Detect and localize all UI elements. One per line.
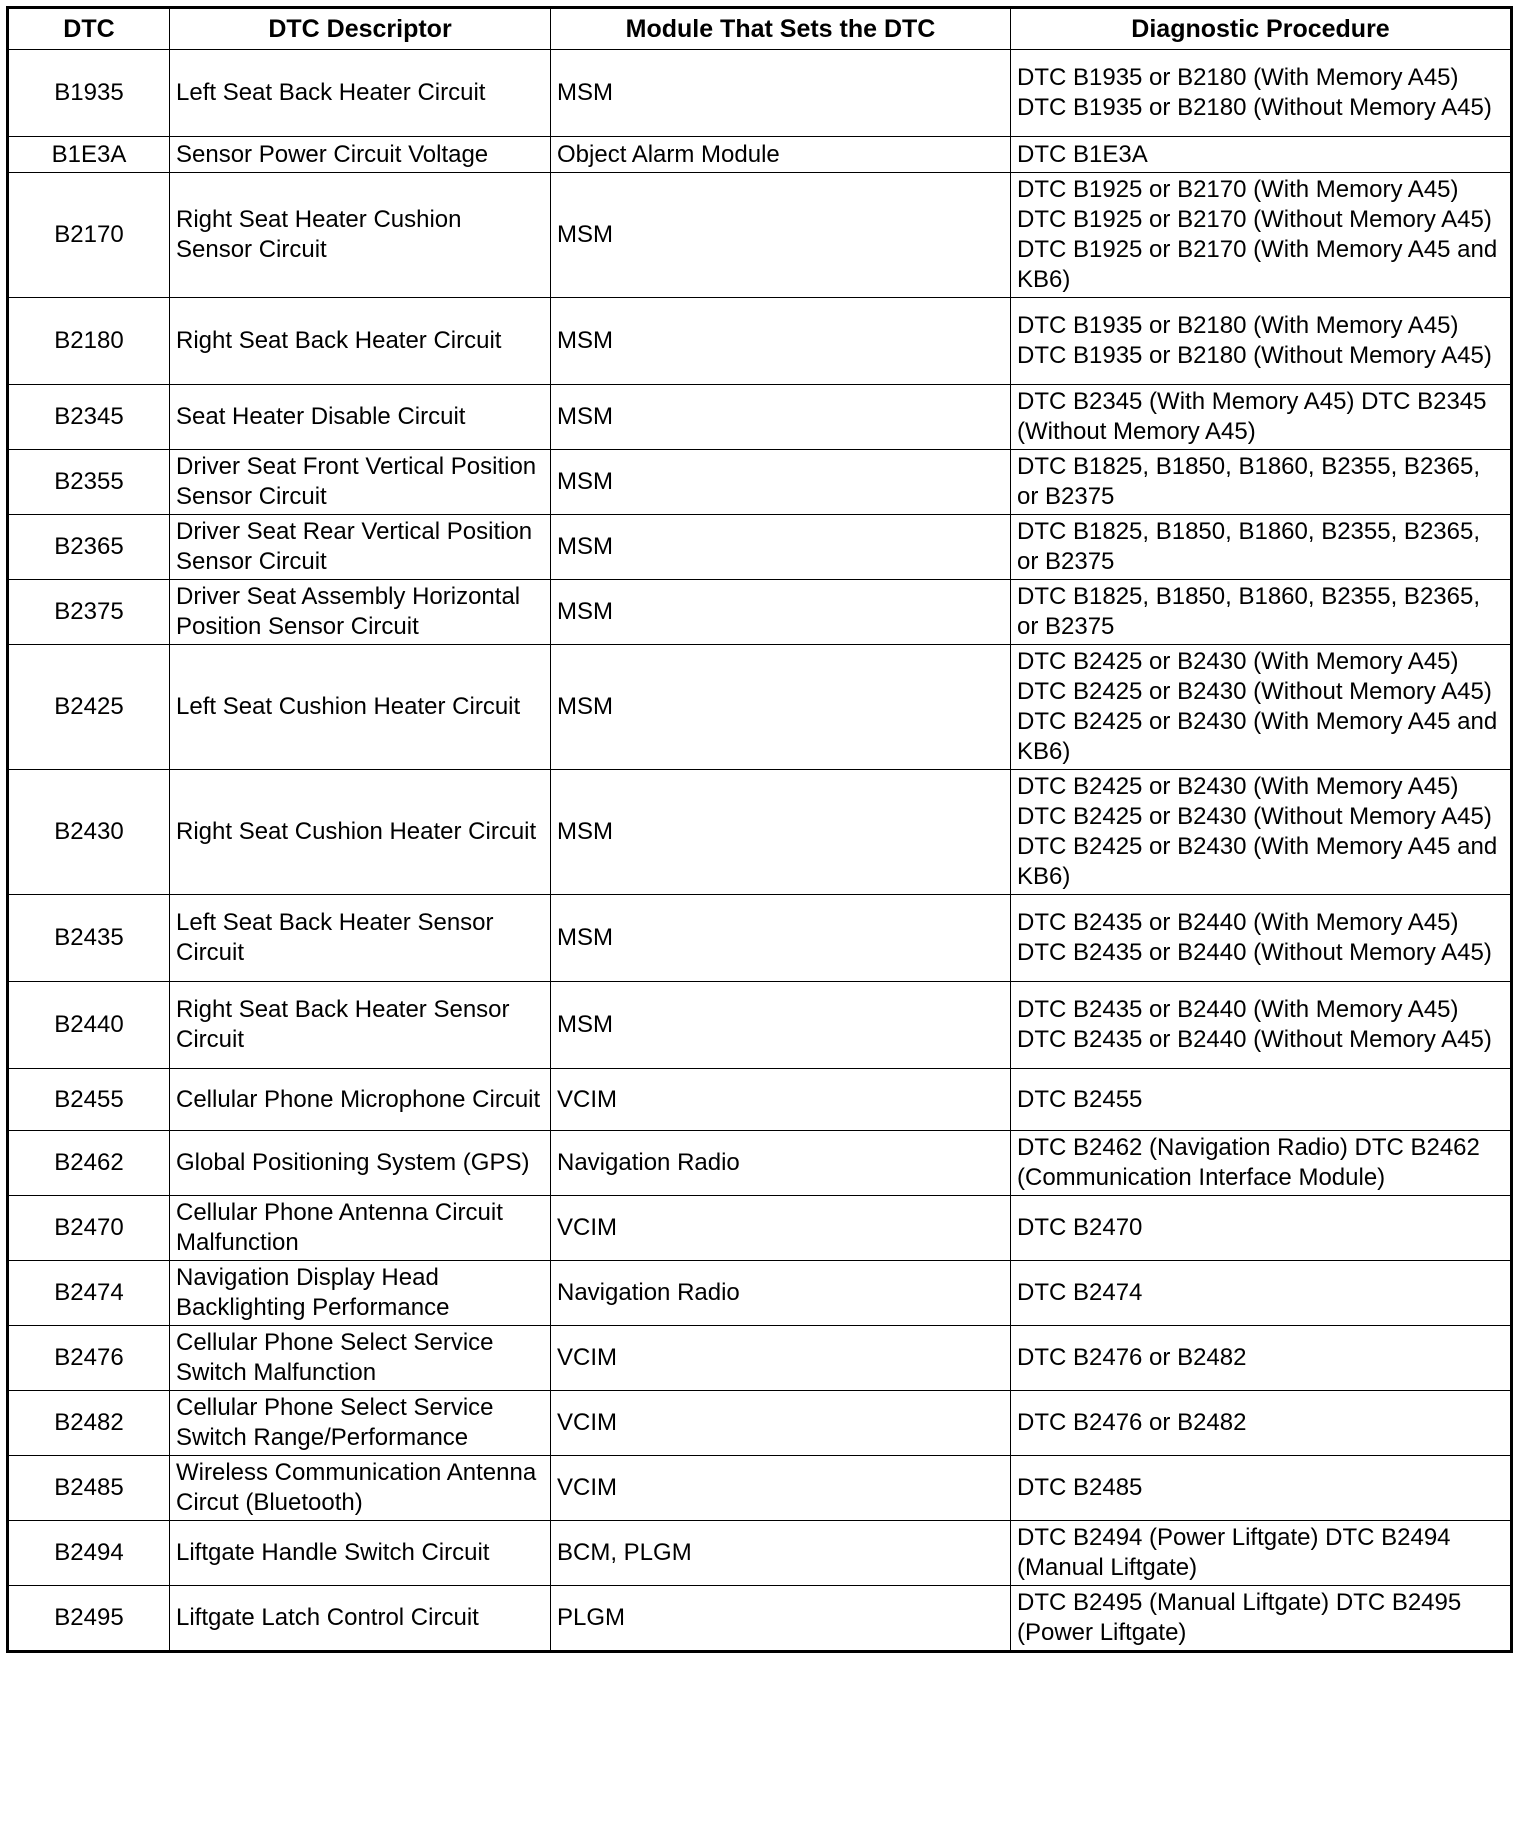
dtc-code: B2170 (8, 173, 170, 298)
table-row (8, 1131, 1512, 1196)
table-row (8, 1586, 1512, 1652)
table-row (8, 645, 1512, 770)
table-row (8, 1261, 1512, 1326)
dtc-procedure: DTC B2435 or B2440 (With Memory A45) DTC B2435 or B2440 (Without Memory A45) (1011, 982, 1512, 1069)
dtc-procedure: DTC B2494 (Power Liftgate) DTC B2494 (Manual Liftgate) (1011, 1521, 1512, 1586)
dtc-procedure: DTC B2476 or B2482 (1011, 1326, 1512, 1391)
dtc-code: B1E3A (8, 137, 170, 173)
dtc-code: B2470 (8, 1196, 170, 1261)
header-descriptor: DTC Descriptor (170, 8, 551, 50)
dtc-procedure: DTC B2495 (Manual Liftgate) DTC B2495 (Power Liftgate) (1011, 1586, 1512, 1652)
dtc-code: B2485 (8, 1456, 170, 1521)
dtc-descriptor: Navigation Display Head Backlighting Performance (170, 1261, 551, 1326)
dtc-module: MSM (551, 50, 1011, 137)
dtc-module: PLGM (551, 1586, 1011, 1652)
dtc-module: MSM (551, 982, 1011, 1069)
header-procedure: Diagnostic Procedure (1011, 8, 1512, 50)
dtc-table-container (6, 6, 1513, 1653)
dtc-module: BCM, PLGM (551, 1521, 1011, 1586)
dtc-descriptor: Driver Seat Rear Vertical Position Sensor Circuit (170, 515, 551, 580)
dtc-descriptor: Driver Seat Assembly Horizontal Position Sensor Circuit (170, 580, 551, 645)
dtc-code: B2440 (8, 982, 170, 1069)
dtc-module: VCIM (551, 1391, 1011, 1456)
dtc-descriptor: Left Seat Back Heater Circuit (170, 50, 551, 137)
dtc-code: B2462 (8, 1131, 170, 1196)
dtc-code: B2180 (8, 298, 170, 385)
dtc-procedure: DTC B1925 or B2170 (With Memory A45) DTC B1925 or B2170 (Without Memory A45) DTC B1925 or B2170 (With Memory A45 and KB6) (1011, 173, 1512, 298)
dtc-module: VCIM (551, 1326, 1011, 1391)
table-row (8, 137, 1512, 173)
dtc-procedure: DTC B1935 or B2180 (With Memory A45) DTC B1935 or B2180 (Without Memory A45) (1011, 50, 1512, 137)
dtc-code: B2474 (8, 1261, 170, 1326)
dtc-module: VCIM (551, 1069, 1011, 1131)
dtc-procedure: DTC B2462 (Navigation Radio) DTC B2462 (Communication Interface Module) (1011, 1131, 1512, 1196)
dtc-procedure: DTC B2474 (1011, 1261, 1512, 1326)
dtc-code: B2425 (8, 645, 170, 770)
table-row (8, 515, 1512, 580)
dtc-module: MSM (551, 645, 1011, 770)
dtc-descriptor: Right Seat Heater Cushion Sensor Circuit (170, 173, 551, 298)
header-module: Module That Sets the DTC (551, 8, 1011, 50)
table-row (8, 450, 1512, 515)
table-row (8, 50, 1512, 137)
dtc-descriptor: Cellular Phone Select Service Switch Malfunction (170, 1326, 551, 1391)
dtc-procedure: DTC B1935 or B2180 (With Memory A45) DTC B1935 or B2180 (Without Memory A45) (1011, 298, 1512, 385)
dtc-descriptor: Seat Heater Disable Circuit (170, 385, 551, 450)
table-row (8, 580, 1512, 645)
header-row (8, 8, 1512, 50)
table-row (8, 1196, 1512, 1261)
dtc-code: B1935 (8, 50, 170, 137)
dtc-module: VCIM (551, 1196, 1011, 1261)
dtc-descriptor: Right Seat Back Heater Sensor Circuit (170, 982, 551, 1069)
dtc-procedure: DTC B1825, B1850, B1860, B2355, B2365, or B2375 (1011, 450, 1512, 515)
dtc-module: MSM (551, 770, 1011, 895)
table-body (8, 50, 1512, 1652)
dtc-code: B2455 (8, 1069, 170, 1131)
dtc-module: MSM (551, 298, 1011, 385)
dtc-procedure: DTC B2345 (With Memory A45) DTC B2345 (Without Memory A45) (1011, 385, 1512, 450)
table-row (8, 770, 1512, 895)
table-row (8, 173, 1512, 298)
dtc-code: B2435 (8, 895, 170, 982)
dtc-procedure: DTC B1825, B1850, B1860, B2355, B2365, or B2375 (1011, 515, 1512, 580)
dtc-procedure: DTC B1825, B1850, B1860, B2355, B2365, or B2375 (1011, 580, 1512, 645)
dtc-code: B2345 (8, 385, 170, 450)
dtc-code: B2494 (8, 1521, 170, 1586)
dtc-procedure: DTC B2435 or B2440 (With Memory A45) DTC B2435 or B2440 (Without Memory A45) (1011, 895, 1512, 982)
dtc-procedure: DTC B2425 or B2430 (With Memory A45) DTC B2425 or B2430 (Without Memory A45) DTC B2425 or B2430 (With Memory A45 and KB6) (1011, 645, 1512, 770)
dtc-procedure: DTC B2470 (1011, 1196, 1512, 1261)
dtc-descriptor: Driver Seat Front Vertical Position Sensor Circuit (170, 450, 551, 515)
dtc-module: MSM (551, 895, 1011, 982)
dtc-descriptor: Cellular Phone Antenna Circuit Malfunction (170, 1196, 551, 1261)
dtc-module: VCIM (551, 1456, 1011, 1521)
table-row (8, 1326, 1512, 1391)
dtc-descriptor: Sensor Power Circuit Voltage (170, 137, 551, 173)
dtc-module: Navigation Radio (551, 1131, 1011, 1196)
dtc-procedure: DTC B2425 or B2430 (With Memory A45) DTC B2425 or B2430 (Without Memory A45) DTC B2425 or B2430 (With Memory A45 and KB6) (1011, 770, 1512, 895)
dtc-module: MSM (551, 450, 1011, 515)
dtc-descriptor: Left Seat Back Heater Sensor Circuit (170, 895, 551, 982)
dtc-descriptor: Left Seat Cushion Heater Circuit (170, 645, 551, 770)
table-row (8, 1069, 1512, 1131)
dtc-descriptor: Cellular Phone Microphone Circuit (170, 1069, 551, 1131)
dtc-descriptor: Wireless Communication Antenna Circut (Bluetooth) (170, 1456, 551, 1521)
dtc-module: MSM (551, 385, 1011, 450)
dtc-code: B2365 (8, 515, 170, 580)
dtc-module: MSM (551, 173, 1011, 298)
dtc-code: B2430 (8, 770, 170, 895)
dtc-module: Navigation Radio (551, 1261, 1011, 1326)
dtc-code: B2476 (8, 1326, 170, 1391)
table-row (8, 298, 1512, 385)
table-row (8, 982, 1512, 1069)
dtc-procedure: DTC B1E3A (1011, 137, 1512, 173)
table-row (8, 1521, 1512, 1586)
table-header (8, 8, 1512, 50)
header-dtc: DTC (8, 8, 170, 50)
dtc-code: B2482 (8, 1391, 170, 1456)
dtc-descriptor: Liftgate Latch Control Circuit (170, 1586, 551, 1652)
dtc-procedure: DTC B2455 (1011, 1069, 1512, 1131)
dtc-descriptor: Liftgate Handle Switch Circuit (170, 1521, 551, 1586)
dtc-procedure: DTC B2485 (1011, 1456, 1512, 1521)
dtc-module: MSM (551, 580, 1011, 645)
dtc-table (6, 6, 1513, 1653)
dtc-descriptor: Right Seat Back Heater Circuit (170, 298, 551, 385)
dtc-descriptor: Global Positioning System (GPS) (170, 1131, 551, 1196)
dtc-procedure: DTC B2476 or B2482 (1011, 1391, 1512, 1456)
dtc-module: Object Alarm Module (551, 137, 1011, 173)
table-row (8, 895, 1512, 982)
dtc-code: B2355 (8, 450, 170, 515)
dtc-code: B2495 (8, 1586, 170, 1652)
dtc-descriptor: Cellular Phone Select Service Switch Range/Performance (170, 1391, 551, 1456)
dtc-descriptor: Right Seat Cushion Heater Circuit (170, 770, 551, 895)
table-row (8, 385, 1512, 450)
table-row (8, 1391, 1512, 1456)
dtc-code: B2375 (8, 580, 170, 645)
table-row (8, 1456, 1512, 1521)
dtc-module: MSM (551, 515, 1011, 580)
